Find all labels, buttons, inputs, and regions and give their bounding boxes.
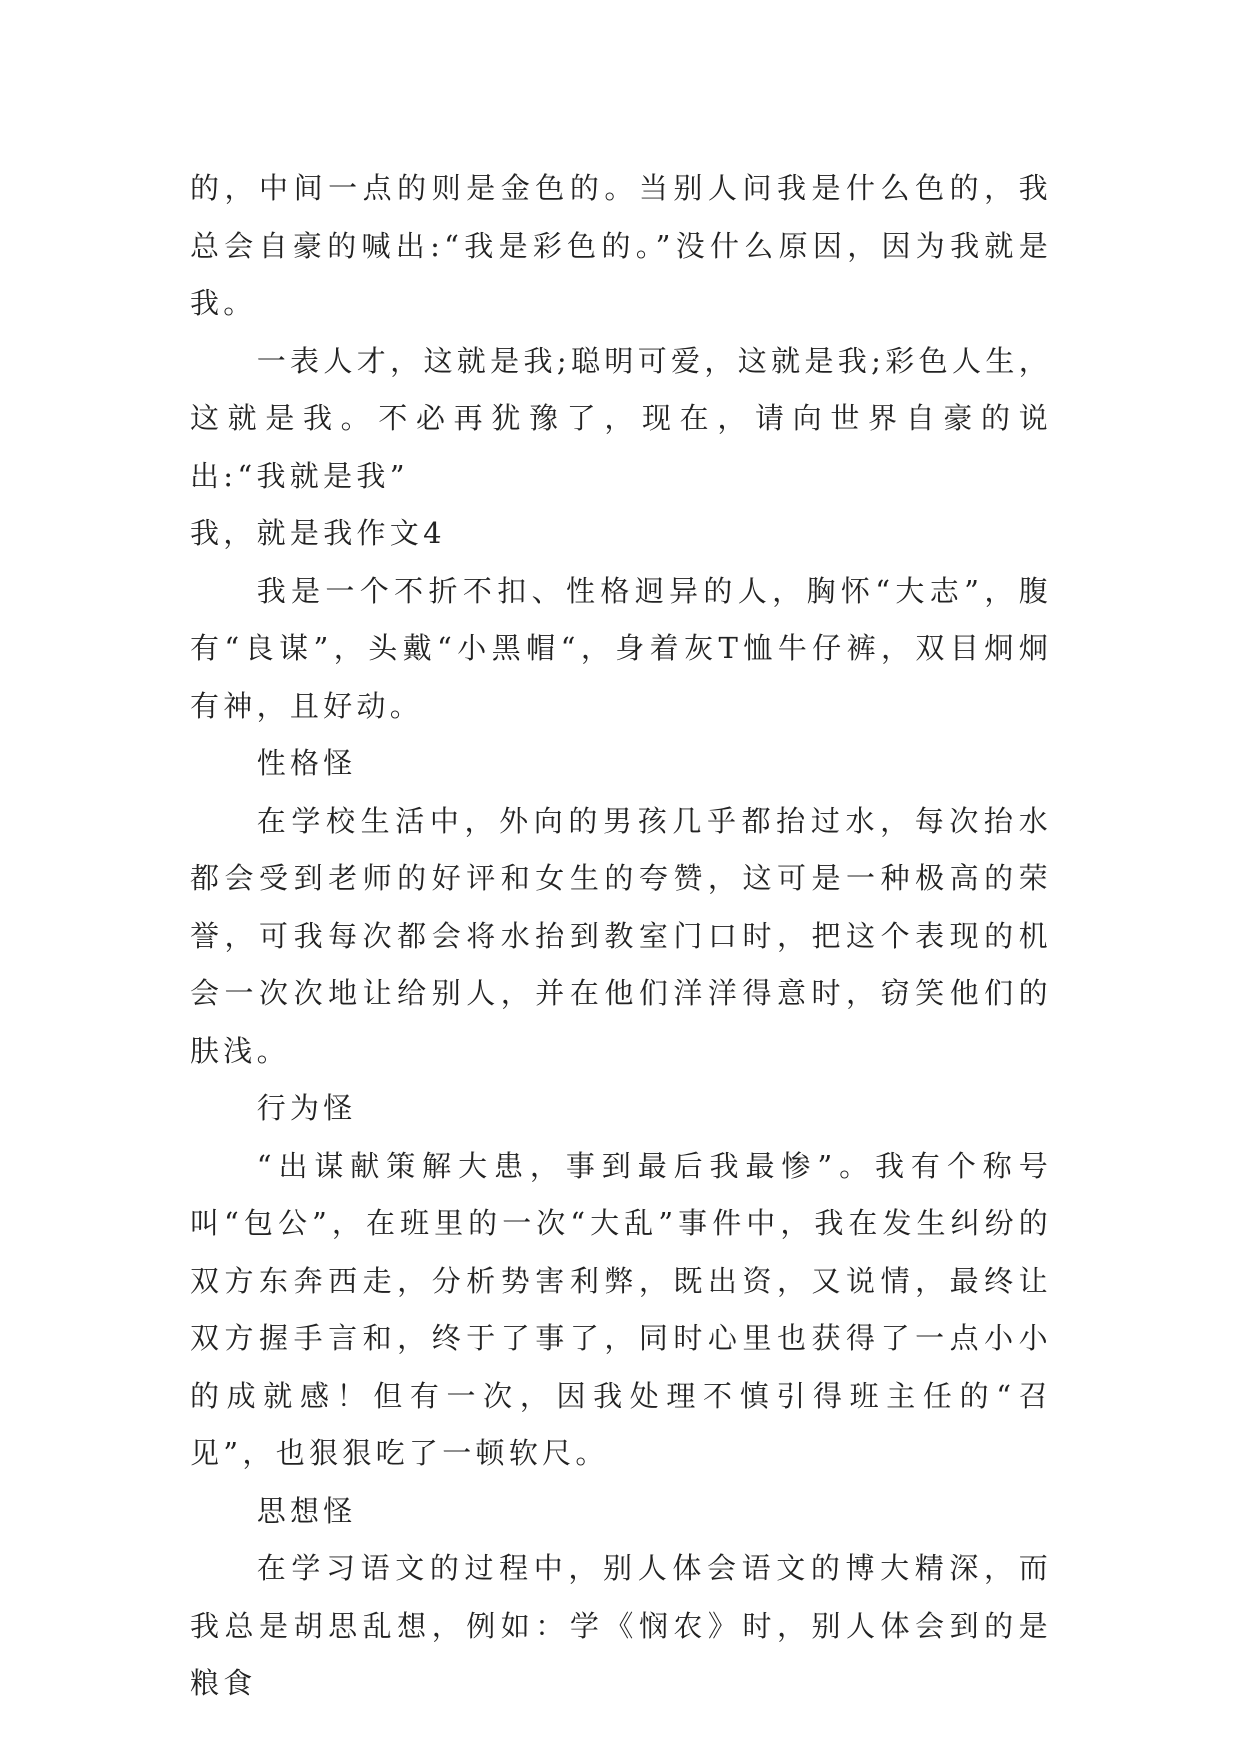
section-heading-behavior: 行为怪 bbox=[256, 1091, 357, 1125]
section-heading-personality: 性格怪 bbox=[256, 746, 357, 780]
paragraph-conclusion: 一表人才，这就是我;聪明可爱，这就是我;彩色人生，这就是我。不必再犹豫了，现在，请向世界自豪的说出:“我就是我” bbox=[190, 343, 1052, 493]
paragraph-intro: 我是一个不折不扣、性格迥异的人，胸怀“大志”，腹有“良谋”，头戴“小黑帽“，身着灰T恤牛仔裤，双目炯炯有神，且好动。 bbox=[190, 573, 1052, 723]
paragraph-continuation: 的，中间一点的则是金色的。当别人问我是什么色的，我总会自豪的喊出:“我是彩色的。”没什么原因，因为我就是我。 bbox=[190, 171, 1052, 320]
document-page bbox=[190, 160, 1052, 1713]
paragraph-thinking: 在学习语文的过程中，别人体会语文的博大精深，而我总是胡思乱想，例如：学《悯农》时，别人体会到的是粮食 bbox=[190, 1551, 1052, 1700]
essay-heading: 我，就是我作文4 bbox=[190, 516, 446, 550]
paragraph-personality: 在学校生活中，外向的男孩几乎都抬过水，每次抬水都会受到老师的好评和女生的夸赞，这可是一种极高的荣誉，可我每次都会将水抬到教室门口时，把这个表现的机会一次次地让给别人，并在他们洋洋得意时，窃笑他们的肤浅。 bbox=[190, 803, 1052, 1068]
paragraph-behavior: “出谋献策解大患，事到最后我最惨”。我有个称号叫“包公”，在班里的一次“大乱”事件中，我在发生纠纷的双方东奔西走，分析势害利弊，既出资，又说情，最终让双方握手言和，终于了事了，同时心里也获得了一点小小的成就感！但有一次，因我处理不慎引得班主任的“召见”，也狠狠吃了一顿软尺。 bbox=[190, 1148, 1052, 1470]
section-heading-thinking: 思想怪 bbox=[256, 1493, 357, 1528]
